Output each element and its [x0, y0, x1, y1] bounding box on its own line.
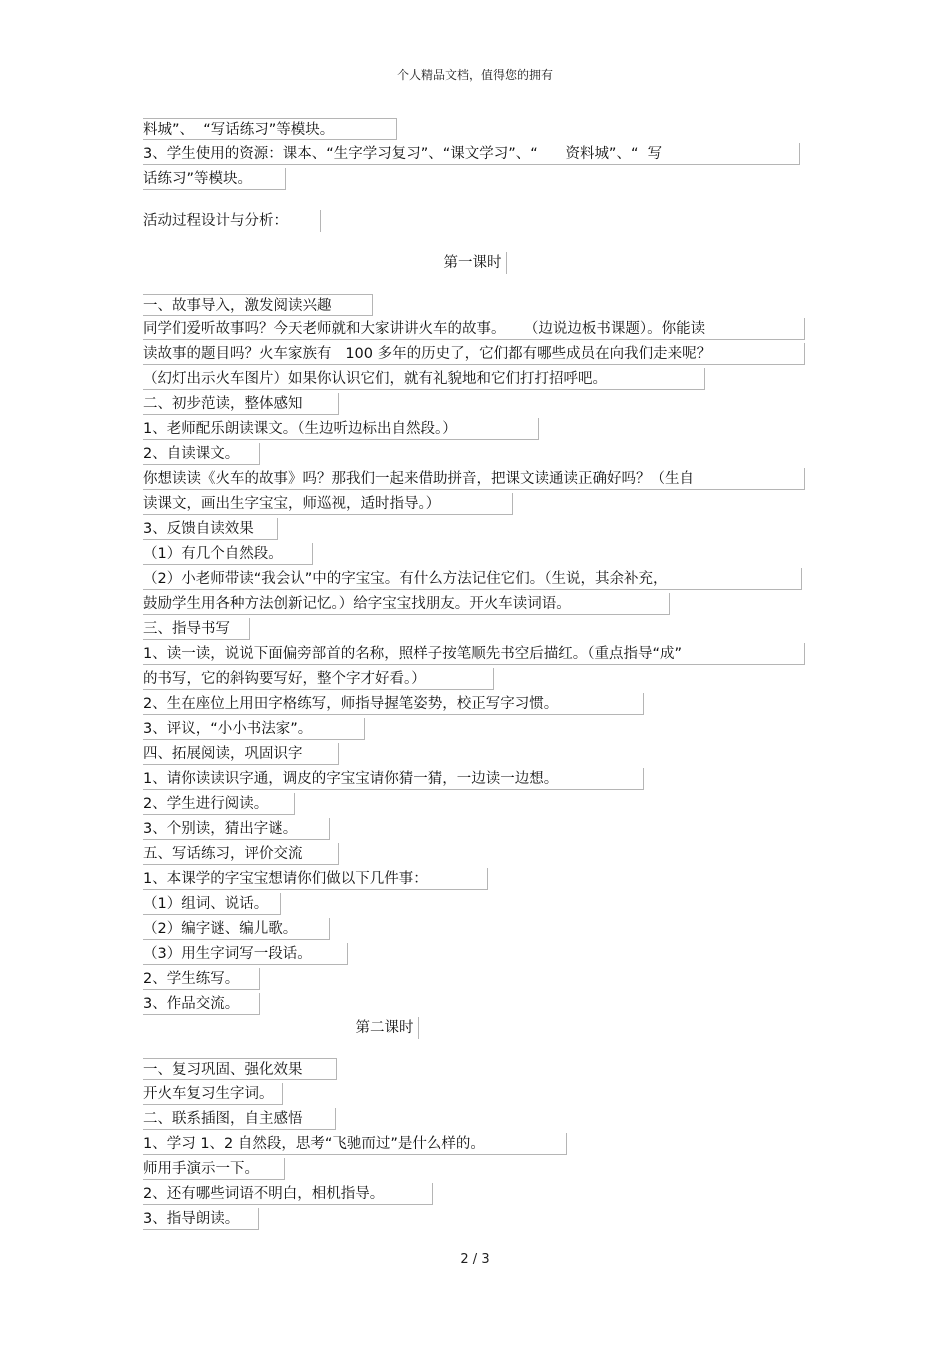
text-line: 料城”、 “写话练习”等模块。	[143, 118, 397, 140]
text-line: 1、老师配乐朗读课文。（生边听边标出自然段。）	[143, 418, 539, 440]
text-line: 师用手演示一下。	[143, 1158, 285, 1180]
page-number: 2 / 3	[460, 1252, 490, 1267]
text-line: 话练习”等模块。	[143, 168, 286, 190]
text-line: 2、学生进行阅读。	[143, 793, 295, 815]
section-heading: 二、联系插图，自主感悟	[143, 1108, 336, 1130]
section-heading: 五、写话练习，评价交流	[143, 843, 339, 865]
section-heading: 活动过程设计与分析：	[143, 210, 321, 232]
text-line: 开火车复习生字词。	[143, 1083, 283, 1105]
text-line: 3、学生使用的资源：课本、“生字学习复习”、“课文学习”、“ 资料城”、“ 写	[143, 143, 800, 165]
lesson-title-2: 第二课时	[0, 1017, 950, 1039]
page-header: 个人精品文档，值得您的拥有	[396, 68, 553, 82]
section-heading: 二、初步范读，整体感知	[143, 393, 339, 415]
text-line: 2、自读课文。	[143, 443, 260, 465]
text-line: 1、本课学的字宝宝想请你们做以下几件事：	[143, 868, 488, 890]
text-line: （幻灯出示火车图片）如果你认识它们，就有礼貌地和它们打打招呼吧。	[143, 368, 705, 390]
text-line: 鼓励学生用各种方法创新记忆。）给字宝宝找朋友。开火车读词语。	[143, 593, 670, 615]
text-line: 1、请你读读识字通，调皮的字宝宝请你猜一猜，一边读一边想。	[143, 768, 644, 790]
text-line: 3、指导朗读。	[143, 1208, 259, 1230]
text-line: 1、学习 1、2 自然段，思考“飞驰而过”是什么样的。	[143, 1133, 567, 1155]
text-line: 2、还有哪些词语不明白，相机指导。	[143, 1183, 433, 1205]
text-line: （2）小老师带读“我会认”中的字宝宝。有什么方法记住它们。（生说，其余补充，	[143, 568, 802, 590]
text-line: （1）有几个自然段。	[143, 543, 313, 565]
text-line: 3、作品交流。	[143, 993, 260, 1015]
text-line: （2）编字谜、编儿歌。	[143, 918, 330, 940]
text-line: 你想读读《火车的故事》吗？那我们一起来借助拼音，把课文读通读正确好吗？（生自	[143, 468, 805, 490]
text-line: 3、个别读，猜出字谜。	[143, 818, 330, 840]
text-line: 1、读一读，说说下面偏旁部首的名称，照样子按笔顺先书空后描红。（重点指导“成”	[143, 643, 805, 665]
text-line: 的书写，它的斜钩要写好，整个字才好看。）	[143, 668, 494, 690]
text-line: 2、学生练写。	[143, 968, 260, 990]
text-line: 读故事的题目吗？火车家族有 100 多年的历史了，它们都有哪些成员在向我们走来呢？	[143, 343, 805, 365]
section-heading: 四、拓展阅读，巩固识字	[143, 743, 339, 765]
text-line: 3、反馈自读效果	[143, 518, 278, 540]
text-line: 同学们爱听故事吗？今天老师就和大家讲讲火车的故事。 （边说边板书课题）。你能读	[143, 318, 805, 340]
text-line: 2、生在座位上用田字格练写，师指导握笔姿势，校正写字习惯。	[143, 693, 644, 715]
section-heading: 三、指导书写	[143, 618, 250, 640]
text-line: （1）组词、说话。	[143, 893, 281, 915]
text-line: （3）用生字词写一段话。	[143, 943, 348, 965]
text-line: 3、评议，“小小书法家”。	[143, 718, 365, 740]
section-heading: 一、复习巩固、强化效果	[143, 1058, 337, 1080]
lesson-title-1: 第一课时	[0, 252, 950, 274]
section-heading: 一、故事导入，激发阅读兴趣	[143, 294, 373, 316]
text-line: 读课文，画出生字宝宝，师巡视，适时指导。）	[143, 493, 513, 515]
